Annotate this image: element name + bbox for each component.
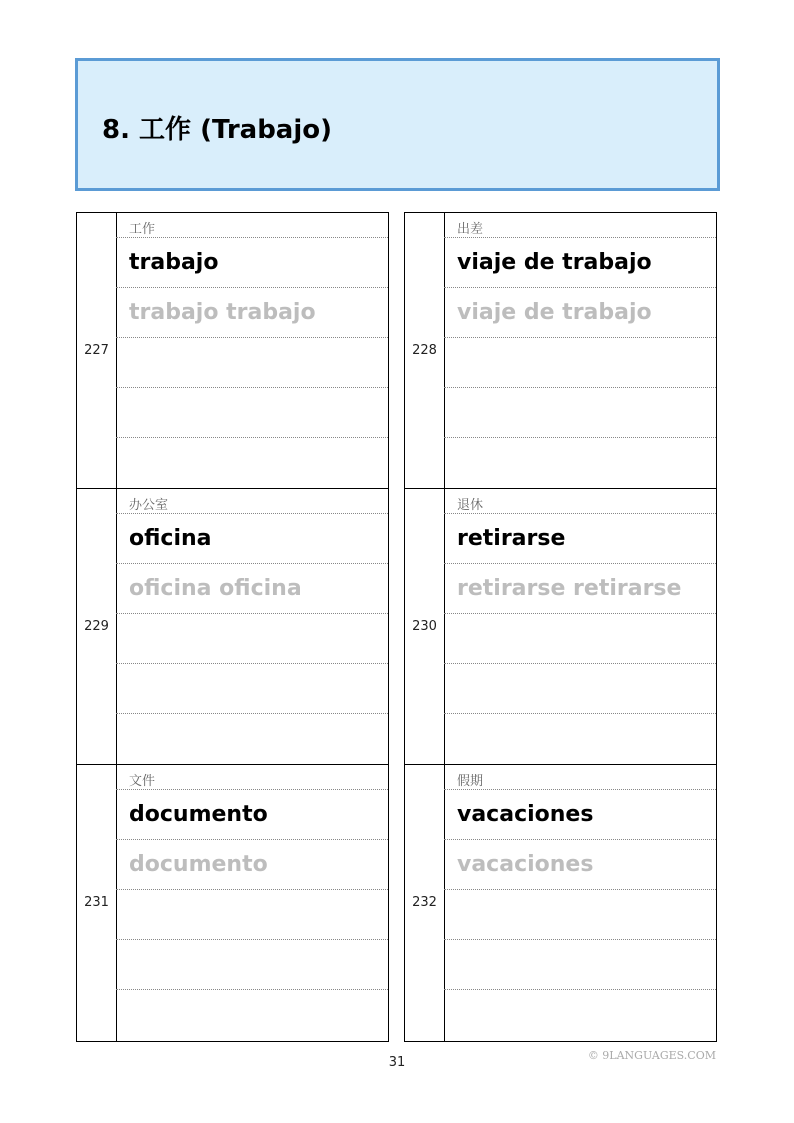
practice-line (116, 890, 388, 940)
vocab-card-231 (76, 764, 389, 1042)
section-header (75, 58, 720, 191)
tracing-text: vacaciones (457, 852, 594, 877)
spanish-word: oficina (129, 526, 212, 551)
tracing-text: oficina oficina (129, 576, 302, 601)
practice-line (444, 388, 716, 438)
tracing-text: viaje de trabajo (457, 300, 652, 325)
spanish-word: vacaciones (457, 802, 594, 827)
vocab-number: 231 (84, 895, 109, 910)
spanish-word: retirarse (457, 526, 566, 551)
vocab-card-227 (76, 212, 389, 489)
practice-line (444, 714, 716, 764)
tracing-text: trabajo trabajo (129, 300, 316, 325)
vocab-card-229 (76, 488, 389, 765)
spanish-word: viaje de trabajo (457, 250, 652, 275)
practice-line (116, 614, 388, 664)
chinese-term: 办公室 (129, 498, 169, 513)
practice-line (116, 388, 388, 438)
vocab-number: 230 (412, 619, 437, 634)
practice-line (444, 664, 716, 714)
practice-line (116, 338, 388, 388)
number-column (404, 213, 445, 489)
vocab-card-230 (404, 488, 717, 765)
tracing-text: documento (129, 852, 268, 877)
chinese-term: 工作 (129, 222, 156, 237)
tracing-text: retirarse retirarse (457, 576, 682, 601)
practice-line (444, 614, 716, 664)
practice-line (116, 940, 388, 990)
number-column (404, 765, 445, 1041)
vocab-number: 229 (84, 619, 109, 634)
spanish-word: trabajo (129, 250, 219, 275)
number-column (76, 213, 117, 489)
vocab-number: 228 (412, 343, 437, 358)
chinese-term: 假期 (457, 774, 484, 789)
chinese-term: 出差 (457, 222, 484, 237)
number-column (404, 489, 445, 765)
practice-line (116, 438, 388, 488)
chinese-term: 退休 (457, 498, 484, 513)
practice-line (444, 438, 716, 488)
practice-line (444, 890, 716, 940)
practice-line (444, 338, 716, 388)
number-column (76, 765, 117, 1041)
practice-line (116, 664, 388, 714)
practice-line (116, 990, 388, 1040)
vocab-card-228 (404, 212, 717, 489)
chinese-term: 文件 (129, 774, 156, 789)
number-column (76, 489, 117, 765)
practice-line (116, 714, 388, 764)
practice-line (444, 990, 716, 1040)
practice-line (444, 940, 716, 990)
copyright-notice: © 9LANGUAGES.COM (587, 1049, 716, 1062)
vocab-number: 227 (84, 343, 109, 358)
page-number: 31 (388, 1055, 406, 1070)
vocab-card-232 (404, 764, 717, 1042)
spanish-word: documento (129, 802, 268, 827)
section-title: 8. 工作 (Trabajo) (102, 115, 333, 145)
vocab-number: 232 (412, 895, 437, 910)
